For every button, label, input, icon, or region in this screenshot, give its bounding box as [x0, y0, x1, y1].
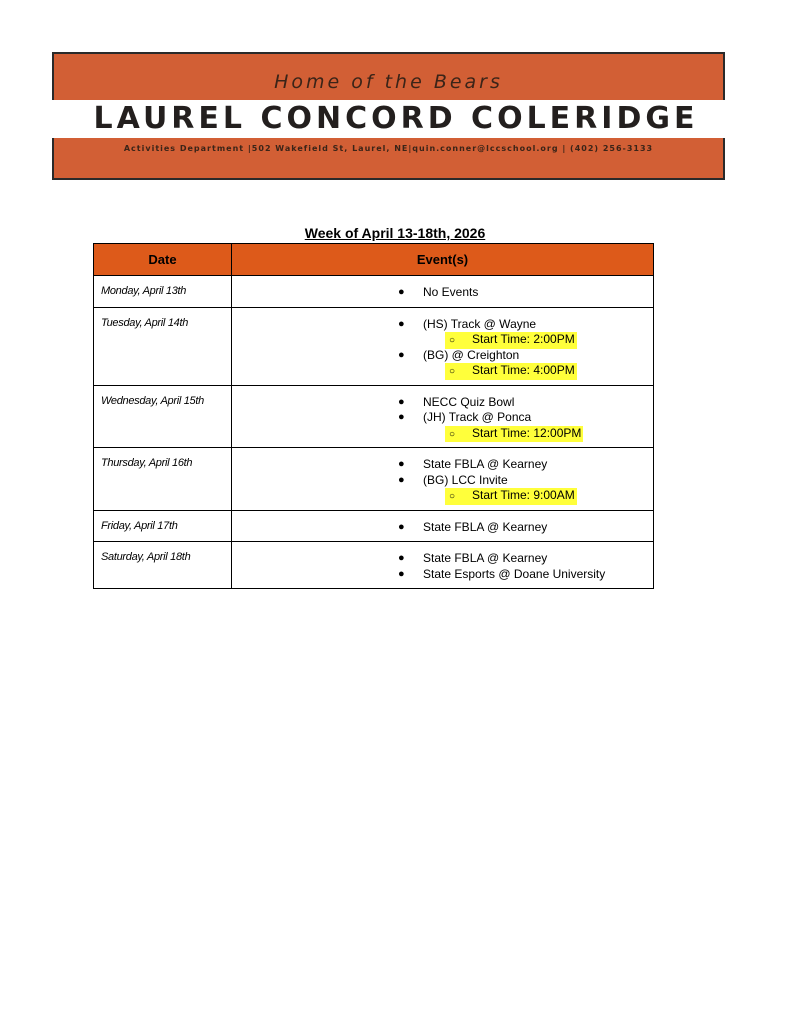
contact-info: Activities Department |502 Wakefield St, Laurel, NE|quin.conner@lccschool.org | (402) 256-3133	[123, 144, 654, 153]
event-item	[232, 348, 653, 364]
event-start-time	[232, 488, 653, 504]
date-cell: Tuesday, April 14th	[94, 307, 232, 385]
table-row	[94, 542, 654, 589]
circle-bullet-icon: ○	[449, 491, 456, 502]
bullet-icon: ●	[398, 552, 405, 564]
table-row	[94, 307, 654, 385]
event-text: No Events	[423, 285, 479, 299]
event-start-time	[232, 332, 653, 348]
bullet-icon: ●	[398, 411, 405, 423]
date-cell: Wednesday, April 15th	[94, 385, 232, 448]
bullet-icon: ●	[398, 567, 405, 580]
date-cell: Friday, April 17th	[94, 510, 232, 542]
start-time-text: Start Time: 2:00PM	[472, 332, 575, 346]
event-item	[232, 567, 653, 583]
bullet-icon: ●	[398, 348, 405, 361]
event-text: (JH) Track @ Ponca	[423, 410, 532, 424]
circle-bullet-icon: ○	[449, 428, 456, 440]
schedule-body	[94, 276, 654, 589]
event-item	[232, 520, 653, 536]
event-item	[232, 473, 653, 489]
event-start-time	[232, 426, 653, 442]
date-cell: Monday, April 13th	[94, 276, 232, 308]
school-name: LAUREL CONCORD COLERIDGE	[93, 101, 699, 136]
event-item	[232, 410, 653, 426]
circle-bullet-icon: ○	[449, 335, 456, 346]
week-heading: Week of April 13-18th, 2026	[304, 225, 486, 241]
start-time-text: Start Time: 4:00PM	[472, 363, 575, 377]
event-text: State Esports @ Doane University	[423, 566, 606, 581]
date-column-header: Date	[94, 244, 232, 276]
tagline: Home of the Bears	[274, 71, 503, 93]
table-row	[94, 385, 654, 448]
events-column-header: Event(s)	[232, 244, 654, 276]
event-text: (BG) @ Creighton	[423, 347, 520, 362]
event-text: State FBLA @ Kearney	[423, 457, 548, 471]
start-time-highlight	[445, 363, 577, 380]
schedule-table	[93, 243, 654, 589]
start-time-highlight	[445, 426, 583, 443]
date-cell: Thursday, April 16th	[94, 448, 232, 511]
bullet-icon: ●	[398, 473, 405, 486]
school-name-bar	[20, 100, 772, 138]
table-row	[94, 448, 654, 511]
events-cell	[232, 276, 654, 308]
event-start-time	[232, 363, 653, 379]
bullet-icon: ●	[398, 520, 405, 533]
event-text: (HS) Track @ Wayne	[423, 316, 537, 331]
bullet-icon: ●	[398, 458, 405, 470]
bullet-icon: ●	[398, 317, 405, 330]
event-text: State FBLA @ Kearney	[423, 519, 548, 534]
start-time-text: Start Time: 9:00AM	[472, 488, 575, 502]
start-time-highlight	[445, 332, 577, 349]
event-item	[232, 457, 653, 473]
event-item	[232, 285, 653, 301]
event-text: State FBLA @ Kearney	[423, 551, 548, 565]
circle-bullet-icon: ○	[449, 366, 456, 377]
date-cell: Saturday, April 18th	[94, 542, 232, 589]
start-time-text: Start Time: 12:00PM	[472, 425, 582, 440]
events-cell	[232, 385, 654, 448]
table-row	[94, 510, 654, 542]
bullet-icon: ●	[398, 286, 405, 298]
table-row	[94, 276, 654, 308]
event-text: (BG) LCC Invite	[423, 472, 508, 487]
events-cell	[232, 542, 654, 589]
event-text: NECC Quiz Bowl	[423, 394, 515, 409]
table-header-row	[94, 244, 654, 276]
start-time-highlight	[445, 488, 577, 505]
events-cell	[232, 307, 654, 385]
events-cell	[232, 510, 654, 542]
events-cell	[232, 448, 654, 511]
event-item	[232, 317, 653, 333]
bullet-icon: ●	[398, 395, 405, 408]
event-item	[232, 395, 653, 411]
event-item	[232, 551, 653, 567]
